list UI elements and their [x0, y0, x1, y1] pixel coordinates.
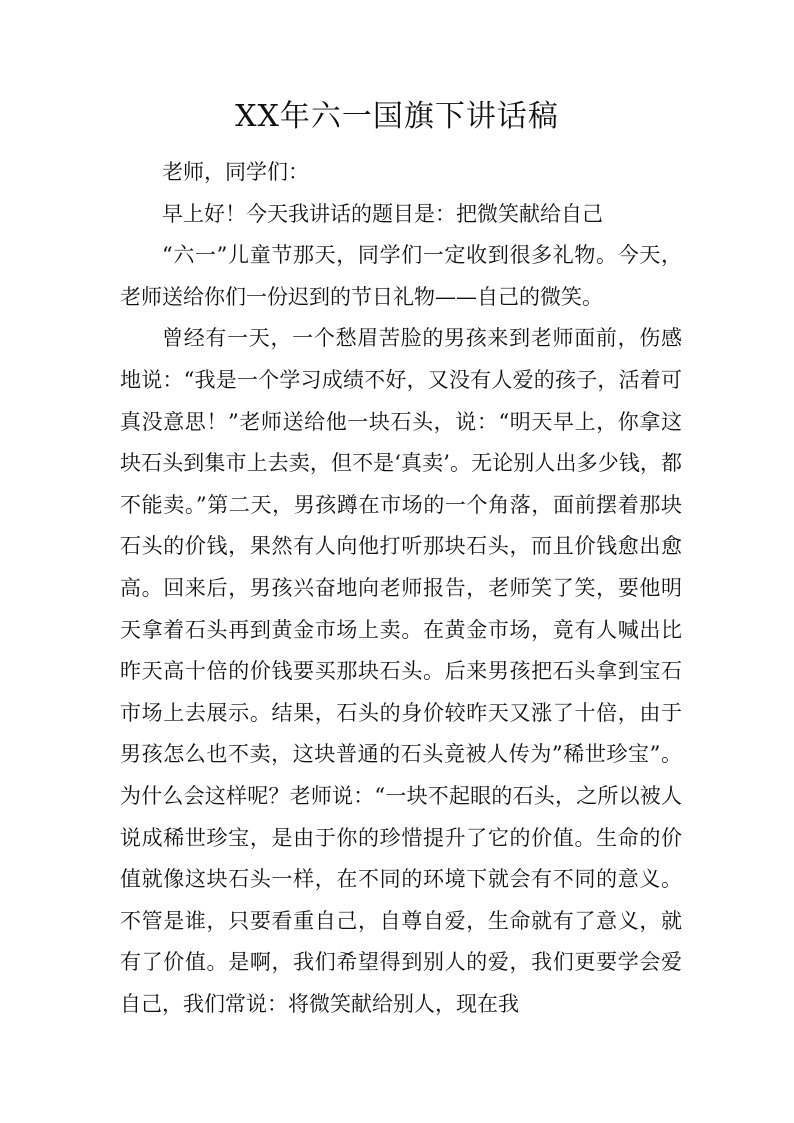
document-body: [120, 152, 682, 1025]
paragraph-topic: 早上好！今天我讲话的题目是：把微笑献给自己: [162, 201, 603, 226]
document-title: XX年六一国旗下讲话稿: [235, 99, 559, 134]
paragraph-story: 曾经有一天，一个愁眉苦脸的男孩来到老师面前，伤感地说：“我是一个学习成绩不好，又没有人爱的孩子，活着可真没意思！”老师送给他一块石头，说：“明天早上，你拿这块石头到集市上去卖，但不是‘真卖’。无论别人出多少钱，都不能卖。”第二天，男孩蹲在市场的一个角落，面前摆着那块石头的价钱，果然有人向他打听那块石头，而且价钱愈出愈高。回来后，男孩兴奋地向老师报告，老师笑了笑，要他明天拿着石头再到黄金市场上卖。在黄金市场，竟有人喊出比昨天高十倍的价钱要买那块石头。后来男孩把石头拿到宝石市场上去展示。结果，石头的身价较昨天又涨了十倍，由于男孩怎么也不卖，这块普通的石头竟被人传为”稀世珍宝”。为什么会这样呢？老师说：“一块不起眼的石头，之所以被人说成稀世珍宝，是由于你的珍惜提升了它的价值。生命的价值就像这块石头一样，在不同的环境下就会有不同的意义。不管是谁，只要看重自己，自尊自爱，生命就有了意义，就有了价值。是啊，我们希望得到别人的爱，我们更要学会爱自己，我们常说：将微笑献给别人，现在我: [120, 326, 682, 1016]
paragraph-gift: “六一”儿童节那天，同学们一定收到很多礼物。今天，老师送给你们一份迟到的节日礼物——自己的微笑。: [120, 243, 682, 309]
paragraph-greeting: 老师，同学们：: [162, 160, 309, 184]
